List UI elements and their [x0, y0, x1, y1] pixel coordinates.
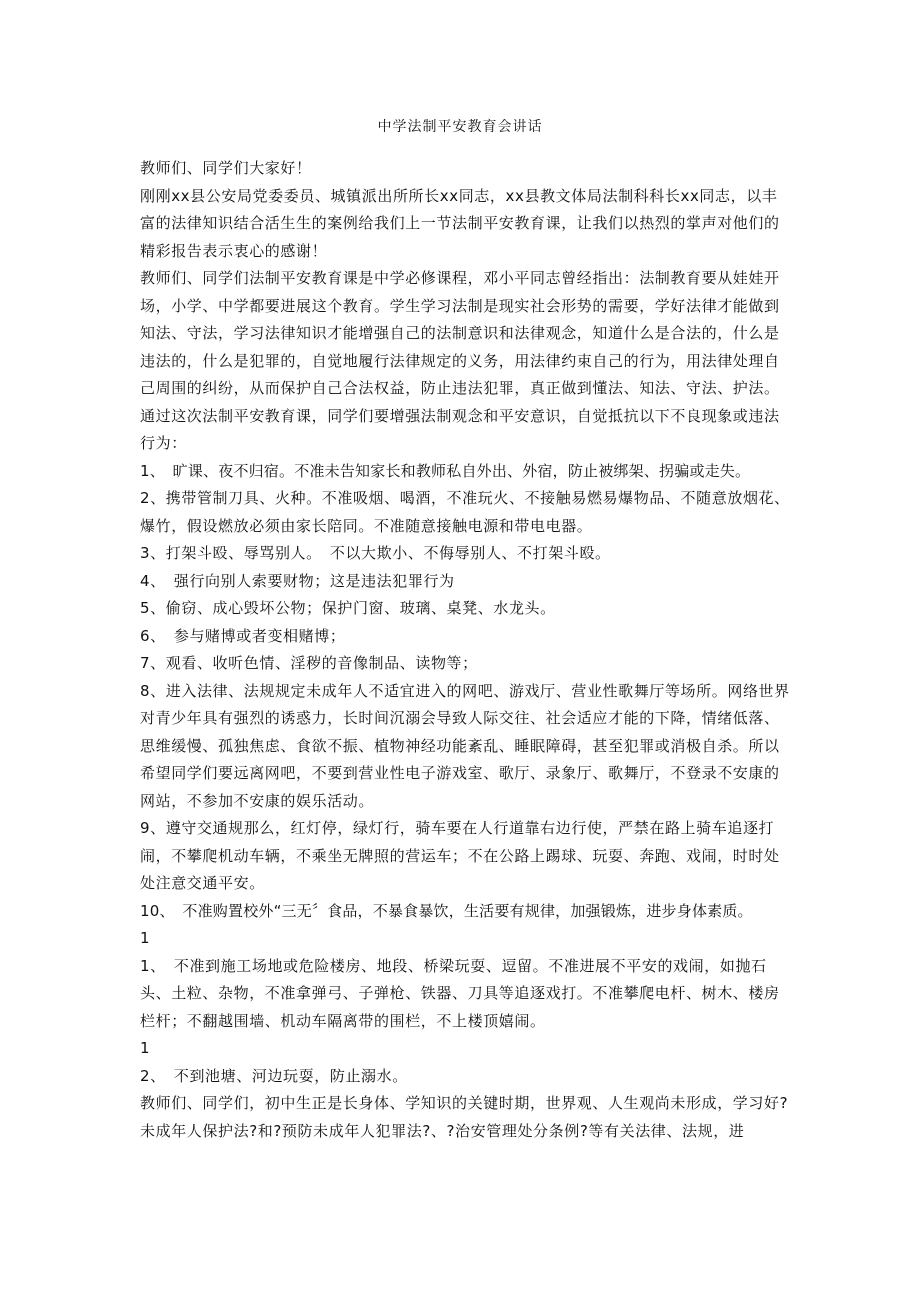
greeting-paragraph: 教师们、同学们大家好！	[140, 159, 312, 177]
document-body	[140, 155, 790, 1145]
closing-paragraph: 教师们、同学们，初中生正是长身体、学知识的关键时期，世界观、人生观尚未形成，学习好?未成年人保护法?和?预防未成年人犯罪法?、?治安管理处分条例?等有关法律、法规，进	[140, 1094, 789, 1140]
list-item-12: 2、 不到池塘、河边玩耍，防止溺水。	[140, 1066, 408, 1085]
list-item-9: 9、遵守交通规那么，红灯停，绿灯行，骑车要在人行道靠右边行使，严禁在路上骑车追逐打闹，不攀爬机动车辆，不乘坐无牌照的营运车；不在公路上踢球、玩耍、奔跑、戏闹，时时处处注意交通平安。	[140, 819, 780, 892]
list-item-11: 1、 不准到施工场地或危险楼房、地段、桥梁玩耍、逗留。不准进展不平安的戏闹，如抛石头、土粒、杂物，不准拿弹弓、子弹枪、铁器、刀具等追逐戏打。不准攀爬电杆、树木、楼房栏杆；不翻越围墙、机动车隔离带的围栏，不上楼顶嬉闹。	[140, 956, 780, 1030]
list-item-5: 5、偷窃、成心毁坏公物；保护门窗、玻璃、桌凳、水龙头。	[140, 599, 556, 617]
requirements-paragraph: 通过这次法制平安教育课，同学们要增强法制观念和平安意识，自觉抵抗以下不良现象或违法行为：	[140, 406, 780, 452]
thanks-paragraph: 刚刚xx县公安局党委委员、城镇派出所所长xx同志，xx县教文体局法制科科长xx同志，以丰富的法律知识结合活生生的案例给我们上一节法制平安教育课，让我们以热烈的掌声对他们的精彩报告表示衷心的感谢！	[140, 186, 780, 260]
list-item-8: 8、进入法律、法规规定未成年人不适宜进入的网吧、游戏厅、营业性歌舞厅等场所。网络世界对青少年具有强烈的诱惑力，长时间沉溺会导致人际交往、社会适应才能的下降，情绪低落、思维缓慢、孤独焦虑、食欲不振、植物神经功能紊乱、睡眠障碍，甚至犯罪或消极自杀。所以希望同学们要远离网吧，不要到营业性电子游戏室、歌厅、录象厅、歌舞厅，不登录不安康的网站，不参加不安康的娱乐活动。	[140, 681, 790, 810]
list-item-1: 1、 旷课、夜不归宿。不准未告知家长和教师私自外出、外宿，防止被绑架、拐骗或走失。	[140, 461, 751, 480]
list-item-6: 6、 参与赌博或者变相赌博；	[140, 626, 346, 645]
intro-paragraph: 教师们、同学们法制平安教育课是中学必修课程，邓小平同志曾经指出：法制教育要从娃娃开场，小学、中学都要进展这个教育。学生学习法制是现实社会形势的需要，学好法律才能做到知法、守法，学习法律知识才能增强自己的法制意识和法律观念，知道什么是合法的，什么是违法的，什么是犯罪的，自觉地履行法律规定的义务，用法律约束自己的行为，用法律处理自己周围的纠纷，从而保护自己合法权益，防止违法犯罪，真正做到懂法、知法、守法、护法。	[140, 269, 780, 397]
list-item-4: 4、 强行向别人索要财物；这是违法犯罪行为	[140, 571, 455, 590]
list-item-2: 2、携带管制刀具、火种。不准吸烟、喝酒，不准玩火、不接触易燃易爆物品、不随意放烟花、爆竹，假设燃放必须由家长陪同。不准随意接触电源和带电电器。	[140, 489, 790, 535]
list-item-10: 10、 不准购置校外“三无〞食品，不暴食暴饮，生活要有规律，加强锻炼，进步身体素质。	[140, 901, 753, 920]
page-number-marker: 1	[140, 1039, 151, 1057]
document-title: 中学法制平安教育会讲话	[377, 119, 543, 135]
list-item-7: 7、观看、收听色情、淫秽的音像制品、读物等；	[140, 654, 478, 672]
list-item-3: 3、打架斗殴、辱骂别人。 不以大欺小、不侮辱别人、不打架斗殴。	[140, 544, 611, 562]
page-number-marker: 1	[140, 929, 151, 947]
